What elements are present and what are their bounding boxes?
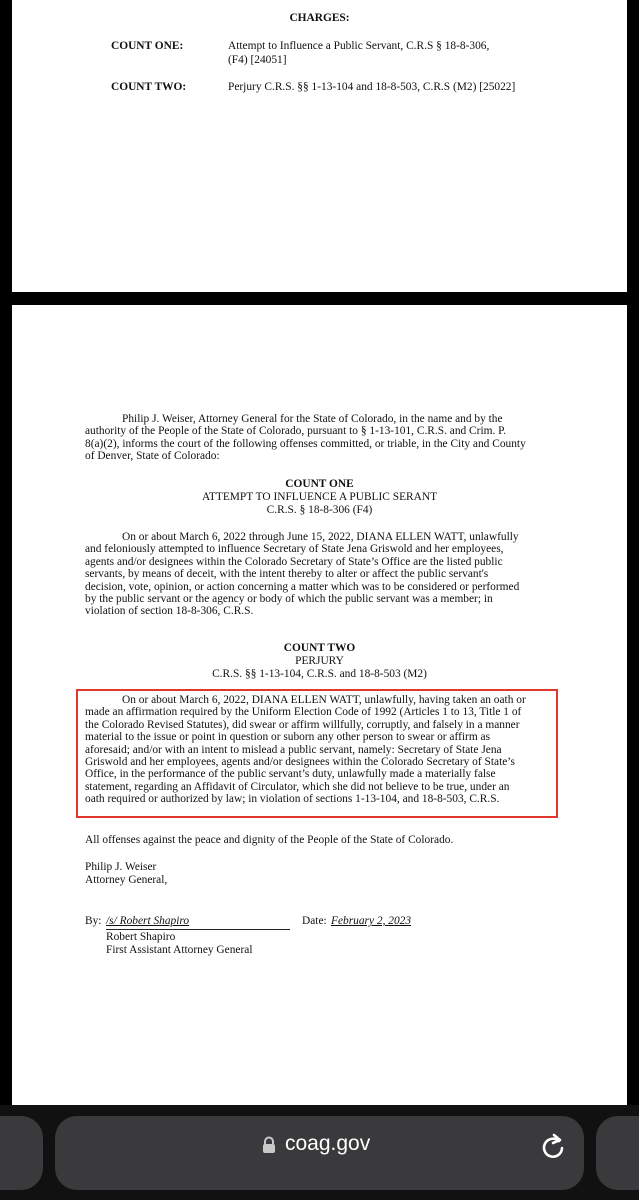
signer-title: Attorney General, <box>85 874 168 886</box>
count-one-charge-line2: (F4) [24051] <box>228 54 287 66</box>
count-two-statute: C.R.S. §§ 1-13-104, C.R.S. and 18-8-503 (M2) <box>212 668 427 680</box>
count-two-subtitle: PERJURY <box>295 655 344 667</box>
previous-tab-edge[interactable] <box>0 1116 43 1190</box>
signature-line <box>106 929 290 930</box>
date-value: February 2, 2023 <box>331 915 412 927</box>
url-text[interactable]: coag.gov <box>285 1132 371 1155</box>
document-page-1 <box>12 0 627 292</box>
document-page-2 <box>12 305 627 1105</box>
count-two-label: COUNT TWO: <box>111 81 187 93</box>
count-two-charge-line1: Perjury C.R.S. §§ 1-13-104 and 18-8-503, C.R.S (M2) [25022] <box>228 81 516 93</box>
count-one-statute: C.R.S. § 18-8-306 (F4) <box>266 504 373 516</box>
next-tab-edge[interactable] <box>596 1116 639 1190</box>
assistant-name: Robert Shapiro <box>106 931 176 943</box>
signer-name: Philip J. Weiser <box>85 861 157 873</box>
highlight-box <box>76 689 558 818</box>
charges-heading: CHARGES: <box>289 12 350 24</box>
count-one-body: On or about March 6, 2022 through June 15, 2022, DIANA ELLEN WATT, unlawfully and feloniously attempted to influence Secretary of State Jena Griswold and her employees, agents and/or designees within the Colorado Secretary of State’s Office are the listed public servants, by means of deceit, with the intent thereby to alter or affect the public servant's decision, vote, opinion, or action concerning a matter which was to be considered or performed by the public servant or the agency or body of which the public servant was a member; in violation of section 18-8-306, C.R.S. <box>85 531 520 618</box>
assistant-title: First Assistant Attorney General <box>106 944 253 956</box>
lock-icon <box>262 1136 276 1154</box>
reload-icon[interactable] <box>538 1130 568 1162</box>
count-one-label: COUNT ONE: <box>111 40 184 52</box>
count-one-subtitle: ATTEMPT TO INFLUENCE A PUBLIC SERANT <box>201 491 438 503</box>
by-signature: /s/ Robert Shapiro <box>106 915 190 927</box>
browser-toolbar <box>0 1105 639 1200</box>
intro-paragraph: Philip J. Weiser, Attorney General for the State of Colorado, in the name and by the authority of the People of the State of Colorado, pursuant to § 1-13-101, C.R.S. and Crim. P. 8(a)(2), informs the court of the following offenses committed, or triable, in the City and County of Denver, State of Colorado: <box>85 413 526 463</box>
count-two-body: On or about March 6, 2022, DIANA ELLEN WATT, unlawfully, having taken an oath or made an affirmation required by the Uniform Election Code of 1992 (Articles 1 to 13, Title 1 of the Colorado Revised Statutes), did swear or affirm willfully, corruptly, and falsely in a manner material to the issue or point in question or suborn any other person to swear or affirm as aforesaid; and/or with an intent to mislead a public servant, namely: Secretary of State Jena Griswold and her employees, agents and/or designees within the Colorado Secretary of State’s Office, in the performance of the public servant’s duty, unlawfully made a materially false statement, regarding an Affidavit of Circulator, which she did not believe to be true, under an oath required or authorized by law; in violation of sections 1-13-104, and 18-8-503, C.R.S. <box>85 694 526 806</box>
count-one-charge-line1: Attempt to Influence a Public Servant, C.R.S § 18-8-306, <box>228 40 490 52</box>
closing-statement: All offenses against the peace and dignity of the People of the State of Colorado. <box>85 834 454 846</box>
date-label: Date: <box>302 915 327 927</box>
count-one-title: COUNT ONE <box>285 478 354 490</box>
count-two-title: COUNT TWO <box>283 642 356 654</box>
by-label: By: <box>85 915 102 927</box>
